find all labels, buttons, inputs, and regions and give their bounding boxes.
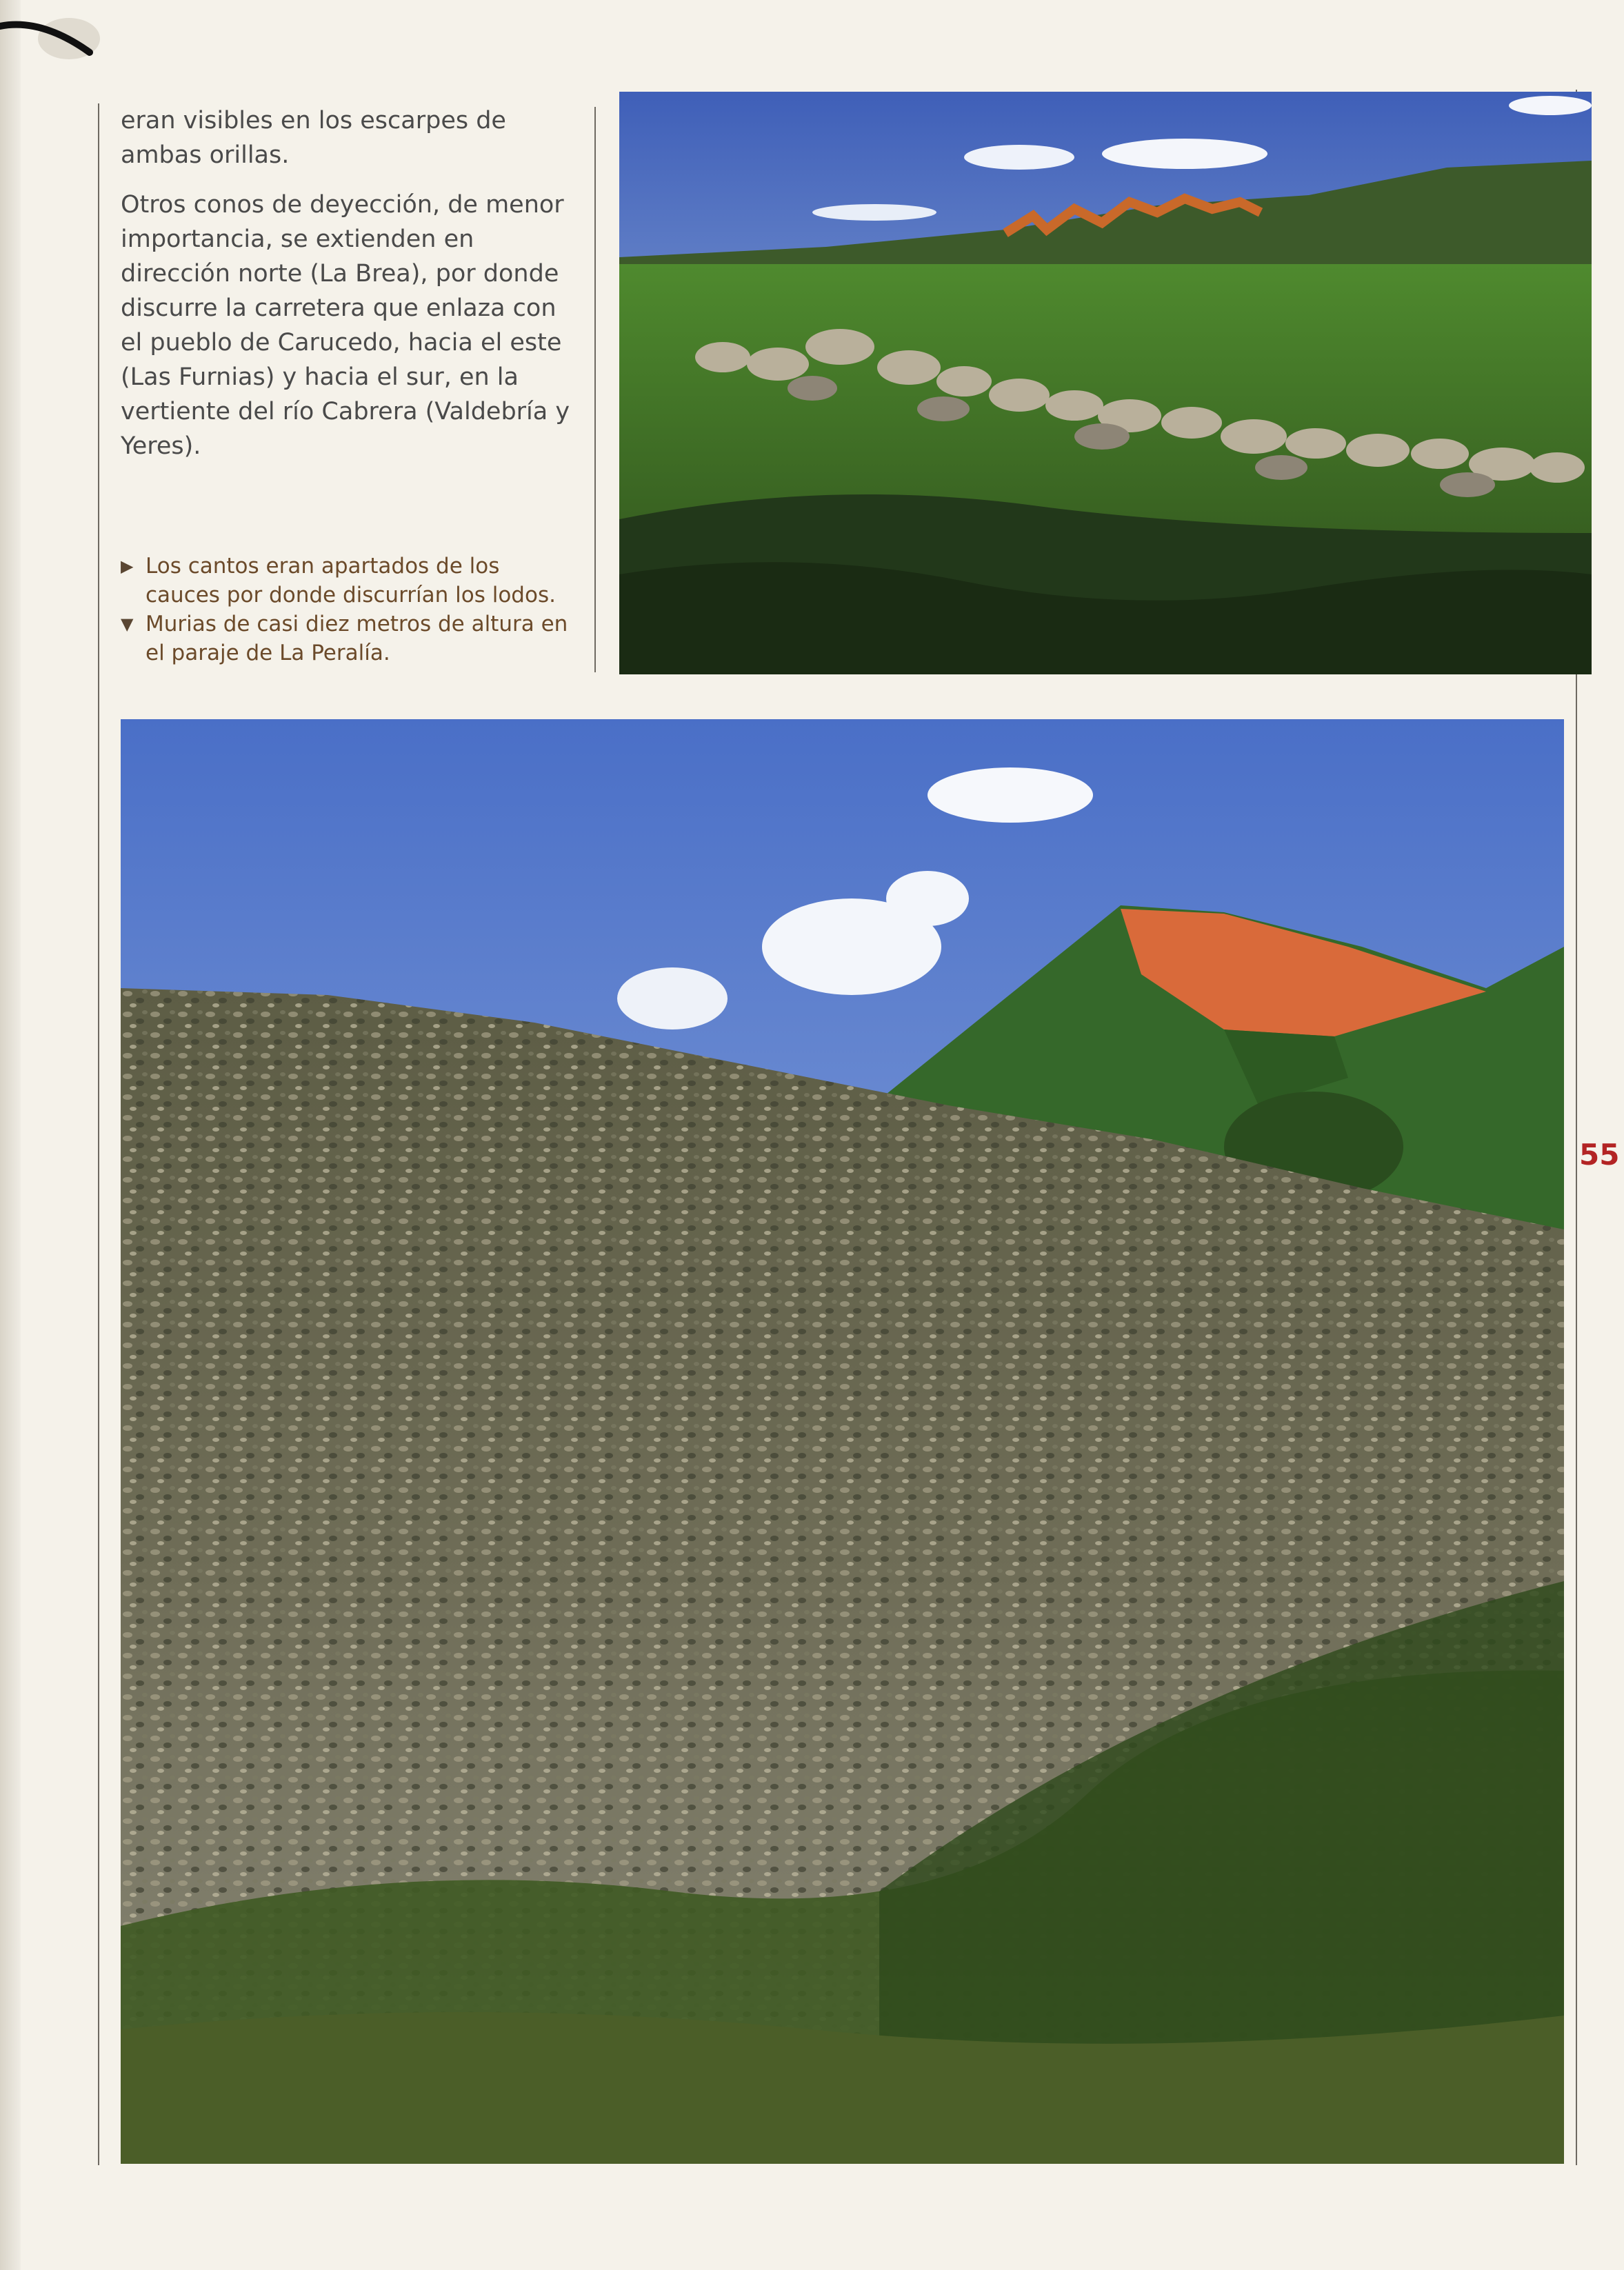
caption-text: Murias de casi diez metros de altura en el paraje de La Peralía. — [146, 612, 568, 665]
page-number: 55 — [1579, 1138, 1620, 1172]
column-divider-rule — [594, 107, 596, 672]
photo-boulders-landscape — [619, 92, 1592, 674]
page-edge — [0, 0, 21, 2270]
triangle-down-icon: ▼ — [121, 614, 134, 634]
caption-top-photo — [121, 552, 576, 610]
triangle-right-icon: ▶ — [121, 556, 134, 576]
caption-bottom-photo — [121, 610, 576, 667]
left-margin-rule — [98, 103, 99, 2165]
binding-ring-icon — [0, 11, 103, 66]
caption-text: Los cantos eran apartados de los cauces por donde discurrían los lodos. — [146, 554, 556, 607]
photo-captions — [121, 552, 576, 667]
body-text — [121, 103, 576, 479]
continuation-paragraph: eran visibles en los escarpes de ambas orillas. — [121, 107, 506, 169]
photo-gravel-mound — [121, 719, 1564, 2164]
main-paragraph: Otros conos de deyección, de menor importancia, se extienden en dirección norte (La Brea), por donde discurre la carretera que enlaza con el pueblo de Carucedo, hacia el este (Las Furnias) y hacia el sur, en la vertiente del río Cabrera (Valdebría y Yeres). — [121, 191, 570, 460]
